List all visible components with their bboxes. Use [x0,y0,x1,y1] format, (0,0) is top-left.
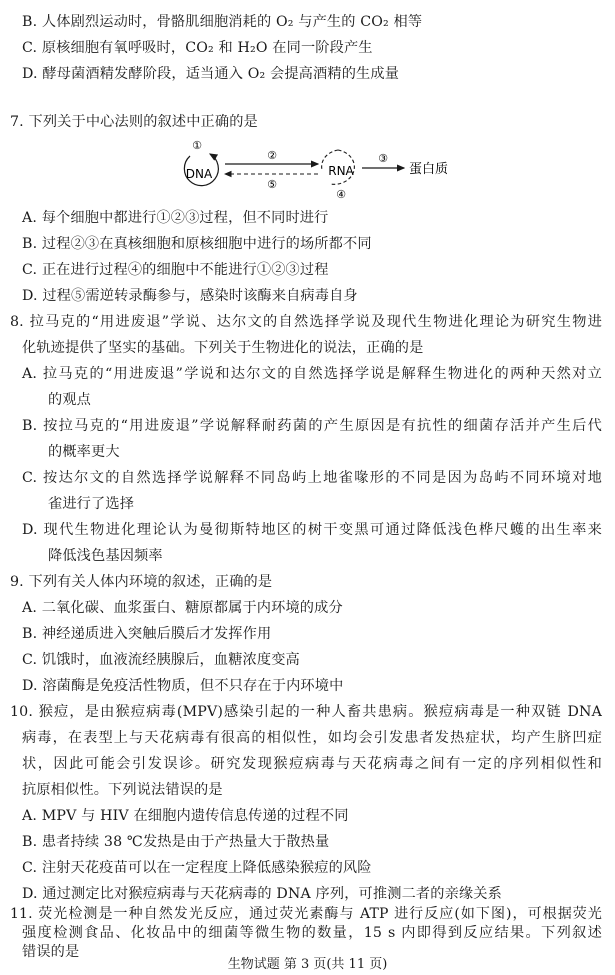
rna-label: RNA [328,164,354,178]
q10-stem-4: 抗原相似性。下列说法错误的是 [22,782,223,798]
q9-option-a: A. 二氧化碳、血浆蛋白、糖原都属于内环境的成分 [22,600,343,616]
q7-option-a: A. 每个细胞中都进行①②③过程，但不同时进行 [22,210,329,226]
q10-option-b: B. 患者持续 38 ℃发热是由于产热量大于散热量 [22,834,330,850]
q8-option-c: C. 按达尔文的自然选择学说解释不同岛屿上地雀喙形的不同是因为岛屿不同环境对地 [22,470,602,486]
q8-option-d-cont: 降低浅色基因频率 [48,548,163,564]
q10-option-a: A. MPV 与 HIV 在细胞内遗传信息传递的过程不同 [22,808,349,824]
q10-option-d: D. 通过测定比对猴痘病毒与天花病毒的 DNA 序列，可推测二者的亲缘关系 [22,886,502,902]
protein-label: 蛋白质 [409,162,449,177]
q7-option-c: C. 正在进行过程④的细胞中不能进行①②③过程 [22,262,329,278]
q7-stem: 7. 下列关于中心法则的叙述中正确的是 [10,114,258,130]
q11-stem-3: 错误的是 [22,944,80,960]
page-footer: 生物试题 第 3 页(共 11 页) [227,957,388,972]
q6-option-d: D. 酵母菌酒精发酵阶段，适当通入 O₂ 会提高酒精的生成量 [22,66,400,82]
q9-stem: 9. 下列有关人体内环境的叙述，正确的是 [10,574,273,590]
q11-stem: 11. 荧光检测是一种自然发光反应，通过荧光素酶与 ATP 进行反应(如下图)，可根据荧光 [10,906,602,922]
rna-node [322,150,355,201]
q7-option-b: B. 过程②③在真核细胞和原核细胞中进行的场所都不同 [22,236,372,252]
process-5-label: ⑤ [267,178,277,191]
q8-option-a-cont: 的观点 [48,392,92,408]
q8-option-c-cont: 雀进行了选择 [48,496,135,512]
central-dogma-diagram [0,136,615,208]
dna-node [184,139,218,186]
q9-option-c: C. 饥饿时，血液流经胰腺后，血糖浓度变高 [22,652,300,668]
q8-stem-cont: 化轨迹提供了坚实的基础。下列关于生物进化的说法，正确的是 [22,340,424,356]
q8-option-a: A. 拉马克的“用进废退”学说和达尔文的自然选择学说是解释生物进化的两种天然对立 [22,366,602,382]
dna-label: DNA [185,167,213,181]
q10-option-c: C. 注射天花疫苗可以在一定程度上降低感染猴痘的风险 [22,860,372,876]
q6-option-c: C. 原核细胞有氧呼吸时，CO₂ 和 H₂O 在同一阶段产生 [22,40,373,56]
process-1-label: ① [192,139,202,152]
process-2-label: ② [267,149,277,162]
q8-stem: 8. 拉马克的“用进废退”学说、达尔文的自然选择学说及现代生物进化理论为研究生物进 [10,314,602,330]
process-3-label: ③ [378,152,388,165]
q7-option-d: D. 过程⑤需逆转录酶参与，感染时该酶来自病毒自身 [22,288,358,304]
q10-stem-3: 状，因此可能会引发误诊。研究发现猴痘病毒与天花病毒之间有一定的序列相似性和 [22,756,602,772]
q8-option-b: B. 按拉马克的“用进废退”学说解释耐药菌的产生原因是有抗性的细菌存活并产生后代 [22,418,602,434]
q10-stem-2: 病毒，在表型上与天花病毒有很高的相似性，如均会引发患者发热症状，均产生脐凹症 [22,730,602,746]
q9-option-b: B. 神经递质进入突触后膜后才发挥作用 [22,626,272,642]
q9-option-d: D. 溶菌酶是免疫活性物质，但不只存在于内环境中 [22,678,344,694]
q8-option-d: D. 现代生物进化理论认为曼彻斯特地区的树干变黑可通过降低浅色桦尺蠖的出生率来 [22,522,602,538]
q6-option-b: B. 人体剧烈运动时，骨骼肌细胞消耗的 O₂ 与产生的 CO₂ 相等 [22,14,423,30]
q8-option-b-cont: 的概率更大 [48,444,120,460]
process-4-label: ④ [336,188,346,201]
q10-stem: 10. 猴痘，是由猴痘病毒(MPV)感染引起的一种人畜共患病。猴痘病毒是一种双链 DNA [10,704,602,720]
q11-stem-2: 强度检测食品、化妆品中的细菌等微生物的数量，15 s 内即得到反应结果。下列叙述 [22,925,602,941]
